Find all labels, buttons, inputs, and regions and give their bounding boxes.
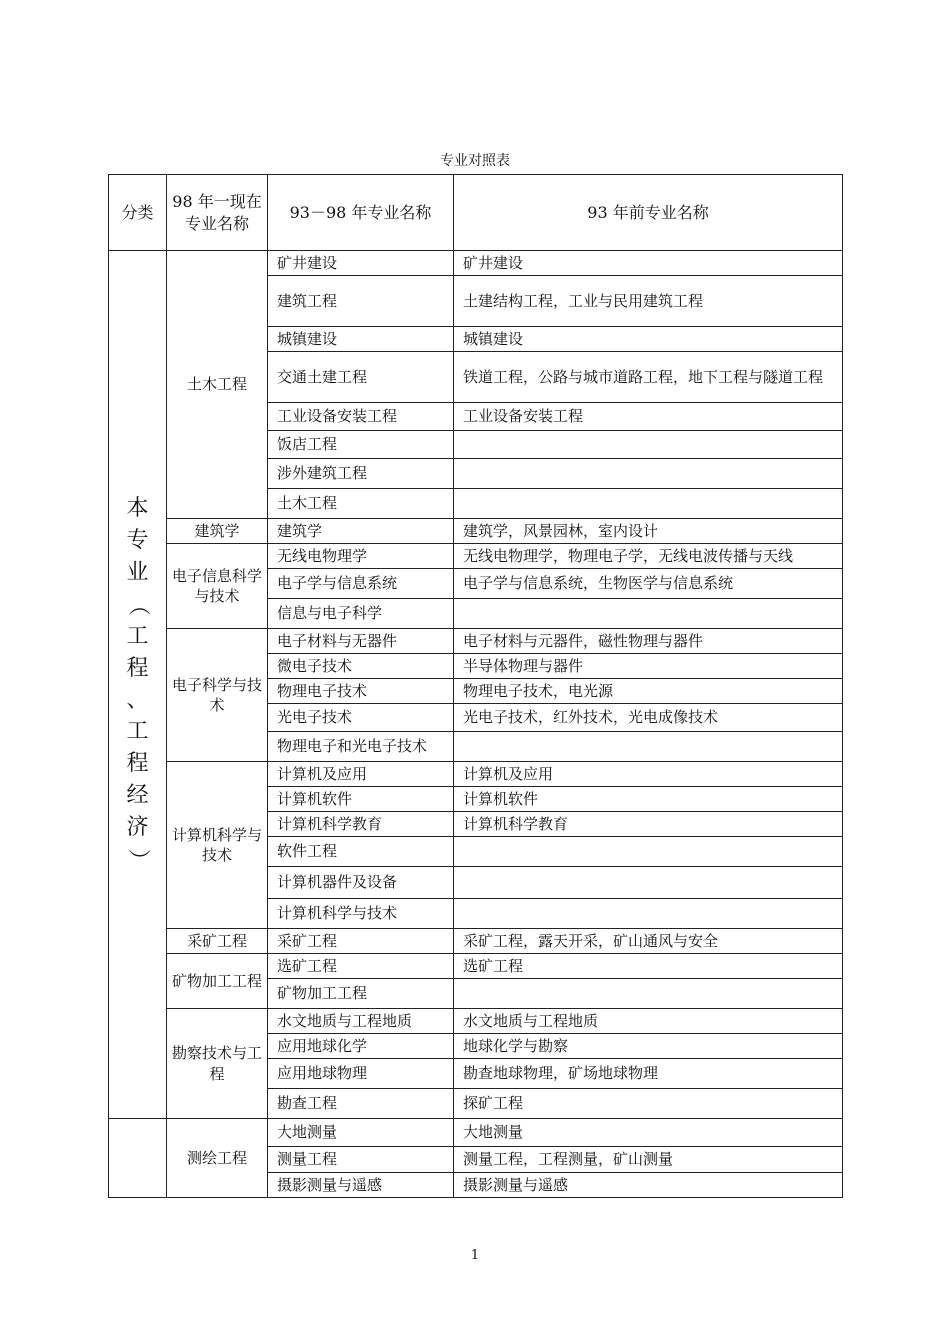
page-title: 专业对照表 xyxy=(440,153,510,169)
major-93-98-cell: 城镇建设 xyxy=(268,327,454,352)
header-current-major: 98 年一现在专业名称 xyxy=(167,175,268,251)
major-pre-93-cell: 地球化学与勘察 xyxy=(454,1034,843,1059)
major-93-98-cell: 应用地球化学 xyxy=(268,1034,454,1059)
major-pre-93-cell: 探矿工程 xyxy=(454,1089,843,1119)
major-pre-93-cell: 摄影测量与遥感 xyxy=(454,1173,843,1198)
major-93-98-cell: 计算机科学教育 xyxy=(268,812,454,837)
current-major-cell: 计算机科学与技术 xyxy=(167,762,268,929)
major-pre-93-cell: 无线电物理学，物理电子学，无线电波传播与天线 xyxy=(454,544,843,569)
major-93-98-cell: 信息与电子科学 xyxy=(268,599,454,629)
major-93-98-cell: 物理电子技术 xyxy=(268,679,454,704)
major-93-98-cell: 光电子技术 xyxy=(268,704,454,732)
major-93-98-cell: 交通土建工程 xyxy=(268,352,454,403)
major-pre-93-cell xyxy=(454,867,843,899)
major-pre-93-cell: 矿井建设 xyxy=(454,251,843,276)
current-major-cell: 电子科学与技术 xyxy=(167,629,268,762)
major-pre-93-cell xyxy=(454,837,843,867)
header-93-98-major: 93－98 年专业名称 xyxy=(268,175,454,251)
major-93-98-cell: 计算机软件 xyxy=(268,787,454,812)
major-pre-93-cell xyxy=(454,489,843,519)
major-pre-93-cell: 土建结构工程，工业与民用建筑工程 xyxy=(454,276,843,327)
table-row xyxy=(109,251,843,276)
major-pre-93-cell: 水文地质与工程地质 xyxy=(454,1009,843,1034)
major-pre-93-cell: 城镇建设 xyxy=(454,327,843,352)
current-major-cell: 勘察技术与工程 xyxy=(167,1009,268,1119)
major-93-98-cell: 应用地球物理 xyxy=(268,1059,454,1089)
major-93-98-cell: 微电子技术 xyxy=(268,654,454,679)
major-93-98-cell: 矿物加工工程 xyxy=(268,979,454,1009)
major-pre-93-cell: 测量工程，工程测量，矿山测量 xyxy=(454,1147,843,1173)
current-major-cell: 建筑学 xyxy=(167,519,268,544)
major-pre-93-cell xyxy=(454,979,843,1009)
table-row xyxy=(109,954,843,979)
major-pre-93-cell: 大地测量 xyxy=(454,1119,843,1147)
major-93-98-cell: 涉外建筑工程 xyxy=(268,459,454,489)
page-number: 1 xyxy=(470,1248,480,1263)
major-pre-93-cell xyxy=(454,599,843,629)
table-row xyxy=(109,1119,843,1147)
current-major-cell: 测绘工程 xyxy=(167,1119,268,1198)
major-93-98-cell: 软件工程 xyxy=(268,837,454,867)
major-93-98-cell: 测量工程 xyxy=(268,1147,454,1173)
table-row xyxy=(109,929,843,954)
major-comparison-table xyxy=(108,174,843,1198)
major-93-98-cell: 饭店工程 xyxy=(268,431,454,459)
major-93-98-cell: 无线电物理学 xyxy=(268,544,454,569)
major-93-98-cell: 计算机及应用 xyxy=(268,762,454,787)
major-pre-93-cell: 电子学与信息系统，生物医学与信息系统 xyxy=(454,569,843,599)
category-cell: 本 专 业 （ 工 程 、 工 程 经 济 ） xyxy=(109,251,167,1119)
table-row xyxy=(109,629,843,654)
major-pre-93-cell: 勘查地球物理，矿场地球物理 xyxy=(454,1059,843,1089)
major-pre-93-cell: 选矿工程 xyxy=(454,954,843,979)
major-93-98-cell: 电子学与信息系统 xyxy=(268,569,454,599)
major-93-98-cell: 计算机科学与技术 xyxy=(268,899,454,929)
major-93-98-cell: 建筑工程 xyxy=(268,276,454,327)
major-pre-93-cell: 光电子技术，红外技术，光电成像技术 xyxy=(454,704,843,732)
major-93-98-cell: 矿井建设 xyxy=(268,251,454,276)
major-pre-93-cell: 计算机科学教育 xyxy=(454,812,843,837)
table-row xyxy=(109,762,843,787)
major-93-98-cell: 电子材料与无器件 xyxy=(268,629,454,654)
current-major-cell: 土木工程 xyxy=(167,251,268,519)
major-93-98-cell: 水文地质与工程地质 xyxy=(268,1009,454,1034)
current-major-cell: 采矿工程 xyxy=(167,929,268,954)
header-pre-93-major: 93 年前专业名称 xyxy=(454,175,843,251)
table-header-row xyxy=(109,175,843,251)
major-93-98-cell: 工业设备安装工程 xyxy=(268,403,454,431)
major-pre-93-cell: 铁道工程，公路与城市道路工程，地下工程与隧道工程 xyxy=(454,352,843,403)
major-pre-93-cell: 建筑学，风景园林，室内设计 xyxy=(454,519,843,544)
major-93-98-cell: 物理电子和光电子技术 xyxy=(268,732,454,762)
major-93-98-cell: 摄影测量与遥感 xyxy=(268,1173,454,1198)
major-93-98-cell: 计算机器件及设备 xyxy=(268,867,454,899)
major-pre-93-cell: 电子材料与元器件，磁性物理与器件 xyxy=(454,629,843,654)
table-row xyxy=(109,1009,843,1034)
major-93-98-cell: 土木工程 xyxy=(268,489,454,519)
category-cell-empty xyxy=(109,1119,167,1198)
major-pre-93-cell: 工业设备安装工程 xyxy=(454,403,843,431)
major-93-98-cell: 大地测量 xyxy=(268,1119,454,1147)
major-pre-93-cell xyxy=(454,431,843,459)
current-major-cell: 电子信息科学与技术 xyxy=(167,544,268,629)
major-pre-93-cell: 半导体物理与器件 xyxy=(454,654,843,679)
table-row xyxy=(109,519,843,544)
major-pre-93-cell: 计算机及应用 xyxy=(454,762,843,787)
major-pre-93-cell: 采矿工程，露天开采，矿山通风与安全 xyxy=(454,929,843,954)
table-row xyxy=(109,544,843,569)
major-pre-93-cell xyxy=(454,459,843,489)
major-93-98-cell: 建筑学 xyxy=(268,519,454,544)
major-93-98-cell: 选矿工程 xyxy=(268,954,454,979)
major-pre-93-cell: 计算机软件 xyxy=(454,787,843,812)
header-category: 分类 xyxy=(109,175,167,251)
major-pre-93-cell xyxy=(454,732,843,762)
major-pre-93-cell: 物理电子技术，电光源 xyxy=(454,679,843,704)
major-93-98-cell: 勘查工程 xyxy=(268,1089,454,1119)
current-major-cell: 矿物加工工程 xyxy=(167,954,268,1009)
major-pre-93-cell xyxy=(454,899,843,929)
major-93-98-cell: 采矿工程 xyxy=(268,929,454,954)
